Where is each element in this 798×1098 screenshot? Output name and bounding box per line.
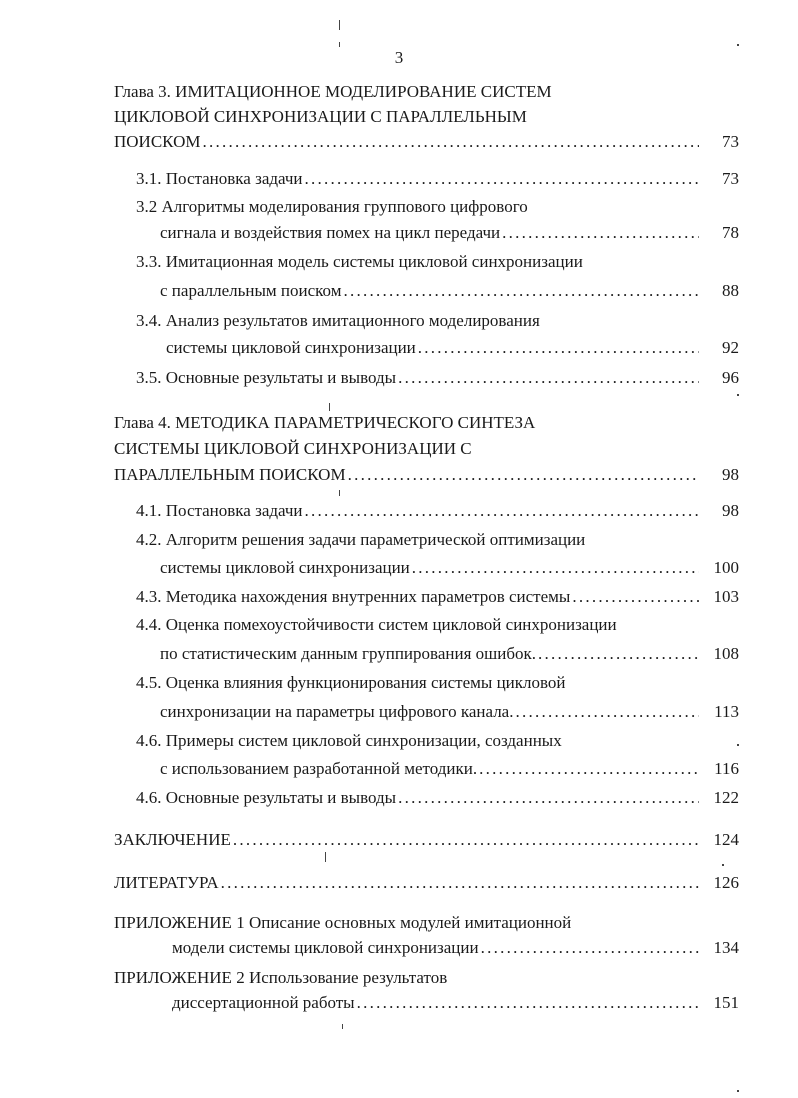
scan-speck	[339, 490, 340, 496]
dot-leader	[572, 585, 699, 609]
chapter4-page: 98	[722, 465, 739, 484]
toc-entry-3-1[interactable]	[136, 167, 739, 191]
scan-speck	[339, 20, 340, 30]
toc-entry-4-3[interactable]	[136, 585, 739, 609]
toc-entry-3-4-text: системы цикловой синхронизации	[166, 338, 416, 357]
toc-entry-4-5-page: 113	[714, 702, 739, 721]
dot-leader	[233, 828, 699, 852]
toc-entry-4-5[interactable]	[160, 700, 739, 724]
toc-entry-3-1-text: 3.1. Постановка задачи	[136, 169, 303, 188]
chapter4-title-line2: СИСТЕМЫ ЦИКЛОВОЙ СИНХРОНИЗАЦИИ С	[114, 439, 472, 458]
dot-leader	[348, 463, 699, 487]
toc-entry-conclusion[interactable]	[114, 828, 739, 852]
toc-entry-4-2-page: 100	[713, 558, 739, 577]
toc-entry-3-4-page: 92	[722, 338, 739, 357]
toc-entry-4-2-line1: 4.2. Алгоритм решения задачи параметрической оптимизации	[136, 530, 586, 549]
dot-leader	[481, 936, 699, 960]
toc-entry-4-5-line1: 4.5. Оценка влияния функционирования системы цикловой	[136, 673, 566, 692]
toc-entry-4-6b-page: 122	[713, 788, 739, 807]
toc-entry-3-3-page: 88	[722, 281, 739, 300]
page-number: 3	[394, 48, 404, 67]
toc-entry-appendix2[interactable]	[172, 991, 739, 1015]
toc-entry-3-2[interactable]	[160, 221, 739, 245]
toc-entry-4-6b-text: 4.6. Основные результаты и выводы	[136, 788, 397, 807]
scan-speck	[342, 1024, 343, 1029]
toc-entry-3-3[interactable]	[160, 279, 739, 303]
toc-entry-4-1-page: 98	[722, 501, 739, 520]
toc-entry-4-5-text: синхронизации на параметры цифрового канала.	[160, 702, 514, 721]
chapter3-page: 73	[722, 132, 739, 151]
dot-leader	[479, 757, 699, 781]
scan-speck	[329, 403, 330, 411]
scan-speck	[737, 394, 739, 396]
dot-leader	[305, 167, 699, 191]
toc-entry-3-5-text: 3.5. Основные результаты и выводы	[136, 368, 397, 387]
toc-entry-appendix2-line1: ПРИЛОЖЕНИЕ 2 Использование результатов	[114, 968, 448, 987]
scan-speck	[339, 42, 340, 47]
scan-speck	[325, 852, 326, 862]
toc-entry-4-4-page: 108	[713, 644, 739, 663]
toc-entry-3-3-text: с параллельным поиском	[160, 281, 342, 300]
scan-speck	[737, 44, 739, 46]
dot-leader	[398, 786, 699, 810]
toc-entry-3-2-line1: 3.2 Алгоритмы моделирования группового цифрового	[136, 197, 528, 216]
toc-entry-literature-page: 126	[713, 873, 739, 892]
toc-entry-3-4[interactable]	[166, 336, 739, 360]
toc-entry-literature-text: ЛИТЕРАТУРА	[114, 873, 219, 892]
chapter4-title-line1: Глава 4. МЕТОДИКА ПАРАМЕТРИЧЕСКОГО СИНТЕЗА	[114, 413, 536, 432]
chapter3-title-line3[interactable]	[114, 130, 739, 154]
toc-entry-4-1[interactable]	[136, 499, 739, 523]
dot-leader	[221, 871, 699, 895]
toc-entry-3-3-line1: 3.3. Имитационная модель системы цикловой синхронизации	[136, 252, 583, 271]
dot-leader	[538, 642, 699, 666]
dot-leader	[502, 221, 699, 245]
toc-entry-4-4[interactable]	[160, 642, 739, 666]
toc-entry-appendix1-text: модели системы цикловой синхронизации	[172, 938, 479, 957]
toc-entry-appendix2-text: диссертационной работы	[172, 993, 355, 1012]
toc-entry-appendix1[interactable]	[172, 936, 739, 960]
dot-leader	[418, 336, 699, 360]
toc-entry-4-2-text: системы цикловой синхронизации	[160, 558, 410, 577]
toc-entry-4-6-text: с использованием разработанной методики.	[160, 759, 478, 778]
toc-entry-4-4-line1: 4.4. Оценка помехоустойчивости систем цикловой синхронизации	[136, 615, 617, 634]
chapter3-title-line2: ЦИКЛОВОЙ СИНХРОНИЗАЦИИ С ПАРАЛЛЕЛЬНЫМ	[114, 107, 527, 126]
toc-entry-appendix1-page: 134	[713, 938, 739, 957]
toc-entry-4-6-line1: 4.6. Примеры систем цикловой синхронизации, созданных	[136, 731, 562, 750]
scan-speck	[737, 744, 739, 746]
toc-entry-appendix1-line1: ПРИЛОЖЕНИЕ 1 Описание основных модулей имитационной	[114, 913, 572, 932]
toc-entry-4-6-page: 116	[714, 759, 739, 778]
scan-speck	[737, 1090, 739, 1092]
toc-entry-4-3-text: 4.3. Методика нахождения внутренних параметров системы	[136, 587, 571, 606]
toc-entry-3-5-page: 96	[722, 368, 739, 387]
toc-entry-4-4-text: по статистическим данным группирования ошибок.	[160, 644, 536, 663]
toc-entry-appendix2-page: 151	[713, 993, 739, 1012]
dot-leader	[305, 499, 699, 523]
dot-leader	[357, 991, 699, 1015]
toc-entry-literature[interactable]	[114, 871, 739, 895]
toc-entry-3-5[interactable]	[136, 366, 739, 390]
dot-leader	[343, 279, 699, 303]
toc-entry-3-1-page: 73	[722, 169, 739, 188]
toc-entry-conclusion-page: 124	[713, 830, 739, 849]
chapter4-title-line3-text: ПАРАЛЛЕЛЬНЫМ ПОИСКОМ	[114, 465, 346, 484]
dot-leader	[412, 556, 699, 580]
toc-entry-4-6b[interactable]	[136, 786, 739, 810]
toc-entry-conclusion-text: ЗАКЛЮЧЕНИЕ	[114, 830, 231, 849]
chapter3-title-line1: Глава 3. ИМИТАЦИОННОЕ МОДЕЛИРОВАНИЕ СИСТЕМ	[114, 82, 552, 101]
toc-entry-3-2-text: сигнала и воздействия помех на цикл передачи	[160, 223, 501, 242]
dot-leader	[398, 366, 699, 390]
toc-entry-3-2-page: 78	[722, 223, 739, 242]
toc-entry-4-1-text: 4.1. Постановка задачи	[136, 501, 303, 520]
toc-entry-4-2[interactable]	[160, 556, 739, 580]
toc-entry-4-3-page: 103	[713, 587, 739, 606]
chapter4-title-line3[interactable]	[114, 463, 739, 487]
toc-entry-4-6[interactable]	[160, 757, 739, 781]
dot-leader	[202, 130, 699, 154]
dot-leader	[515, 700, 699, 724]
toc-entry-3-4-line1: 3.4. Анализ результатов имитационного моделирования	[136, 311, 540, 330]
scan-speck	[722, 864, 724, 866]
chapter3-title-line3-text: ПОИСКОМ	[114, 132, 201, 151]
